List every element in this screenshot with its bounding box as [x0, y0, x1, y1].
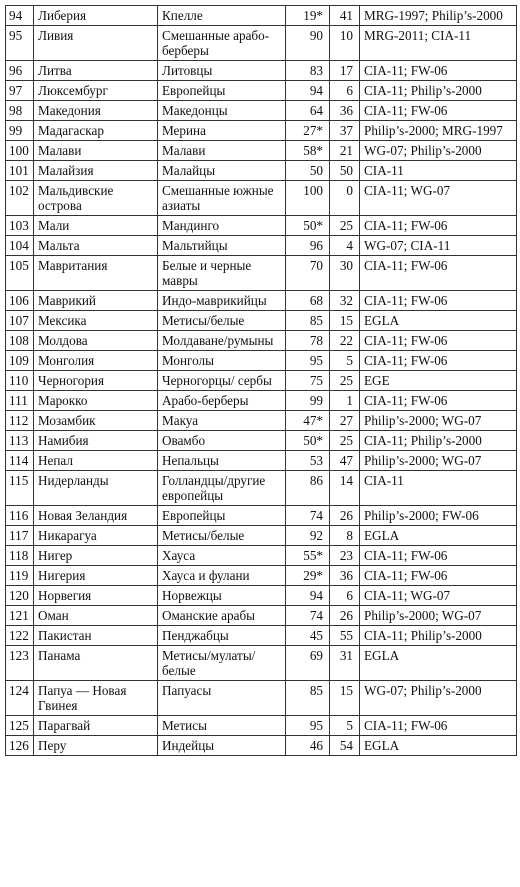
table-row: [6, 391, 517, 411]
ethnic-group: Малави: [158, 141, 286, 161]
table-row: [6, 736, 517, 756]
majority-percent: 29*: [286, 566, 330, 586]
other-percent: 17: [330, 61, 360, 81]
majority-percent: 46: [286, 736, 330, 756]
other-percent: 1: [330, 391, 360, 411]
majority-percent: 27*: [286, 121, 330, 141]
majority-percent: 47*: [286, 411, 330, 431]
sources: EGLA: [360, 646, 517, 681]
country-name: Перу: [34, 736, 158, 756]
row-number: 123: [6, 646, 34, 681]
sources: CIA-11; Philip’s-2000: [360, 81, 517, 101]
country-name: Нидерланды: [34, 471, 158, 506]
row-number: 100: [6, 141, 34, 161]
majority-percent: 92: [286, 526, 330, 546]
majority-percent: 99: [286, 391, 330, 411]
majority-percent: 69: [286, 646, 330, 681]
country-name: Намибия: [34, 431, 158, 451]
sources: EGE: [360, 371, 517, 391]
majority-percent: 85: [286, 681, 330, 716]
other-percent: 25: [330, 216, 360, 236]
country-name: Нигерия: [34, 566, 158, 586]
other-percent: 15: [330, 311, 360, 331]
country-name: Ливия: [34, 26, 158, 61]
sources: CIA-11: [360, 161, 517, 181]
other-percent: 6: [330, 586, 360, 606]
row-number: 106: [6, 291, 34, 311]
table-row: [6, 161, 517, 181]
sources: CIA-11; WG-07: [360, 586, 517, 606]
table-row: [6, 716, 517, 736]
majority-percent: 53: [286, 451, 330, 471]
table-row: [6, 311, 517, 331]
ethnic-group: Хауса и фулани: [158, 566, 286, 586]
ethnic-group: Смешанные арабо-берберы: [158, 26, 286, 61]
ethnic-group: Черногорцы/ сербы: [158, 371, 286, 391]
country-name: Монголия: [34, 351, 158, 371]
majority-percent: 95: [286, 351, 330, 371]
row-number: 101: [6, 161, 34, 181]
row-number: 99: [6, 121, 34, 141]
table-row: [6, 61, 517, 81]
table-row: [6, 411, 517, 431]
majority-percent: 70: [286, 256, 330, 291]
table-row: [6, 681, 517, 716]
sources: CIA-11; FW-06: [360, 716, 517, 736]
sources: MRG-1997; Philip’s-2000: [360, 6, 517, 26]
country-name: Новая Зеландия: [34, 506, 158, 526]
country-name: Мозамбик: [34, 411, 158, 431]
ethnic-group: Метисы/белые: [158, 311, 286, 331]
sources: CIA-11; Philip’s-2000: [360, 626, 517, 646]
sources: CIA-11; WG-07: [360, 181, 517, 216]
majority-percent: 75: [286, 371, 330, 391]
ethnic-group: Белые и черные мавры: [158, 256, 286, 291]
country-name: Мали: [34, 216, 158, 236]
row-number: 125: [6, 716, 34, 736]
other-percent: 14: [330, 471, 360, 506]
ethnic-group: Мерина: [158, 121, 286, 141]
row-number: 98: [6, 101, 34, 121]
other-percent: 32: [330, 291, 360, 311]
other-percent: 8: [330, 526, 360, 546]
table-row: [6, 216, 517, 236]
country-name: Папуа — Новая Гвинея: [34, 681, 158, 716]
row-number: 105: [6, 256, 34, 291]
table-row: [6, 566, 517, 586]
sources: EGLA: [360, 736, 517, 756]
ethnic-group: Метисы: [158, 716, 286, 736]
table-row: [6, 81, 517, 101]
table-row: [6, 181, 517, 216]
ethnic-group: Оманские арабы: [158, 606, 286, 626]
country-name: Пакистан: [34, 626, 158, 646]
row-number: 122: [6, 626, 34, 646]
row-number: 115: [6, 471, 34, 506]
majority-percent: 55*: [286, 546, 330, 566]
row-number: 94: [6, 6, 34, 26]
other-percent: 37: [330, 121, 360, 141]
row-number: 112: [6, 411, 34, 431]
sources: EGLA: [360, 311, 517, 331]
majority-percent: 45: [286, 626, 330, 646]
other-percent: 10: [330, 26, 360, 61]
sources: Philip’s-2000; FW-06: [360, 506, 517, 526]
country-name: Мадагаскар: [34, 121, 158, 141]
majority-percent: 50*: [286, 216, 330, 236]
other-percent: 22: [330, 331, 360, 351]
sources: CIA-11; Philip’s-2000: [360, 431, 517, 451]
country-name: Малави: [34, 141, 158, 161]
other-percent: 5: [330, 716, 360, 736]
majority-percent: 95: [286, 716, 330, 736]
country-name: Люксембург: [34, 81, 158, 101]
ethnic-group: Индо-маврикийцы: [158, 291, 286, 311]
majority-percent: 74: [286, 606, 330, 626]
ethnic-group: Европейцы: [158, 81, 286, 101]
table-row: [6, 471, 517, 506]
ethnic-group: Непальцы: [158, 451, 286, 471]
other-percent: 0: [330, 181, 360, 216]
table-row: [6, 351, 517, 371]
table-row: [6, 101, 517, 121]
ethnic-group: Смешанные южные азиаты: [158, 181, 286, 216]
majority-percent: 85: [286, 311, 330, 331]
country-name: Оман: [34, 606, 158, 626]
other-percent: 6: [330, 81, 360, 101]
ethnic-group: Пенджабцы: [158, 626, 286, 646]
majority-percent: 78: [286, 331, 330, 351]
table-row: [6, 506, 517, 526]
country-name: Парагвай: [34, 716, 158, 736]
country-name: Никарагуа: [34, 526, 158, 546]
other-percent: 5: [330, 351, 360, 371]
sources: EGLA: [360, 526, 517, 546]
country-name: Молдова: [34, 331, 158, 351]
ethnic-group: Норвежцы: [158, 586, 286, 606]
row-number: 118: [6, 546, 34, 566]
ethnic-group: Макуа: [158, 411, 286, 431]
sources: CIA-11; FW-06: [360, 566, 517, 586]
country-name: Маврикий: [34, 291, 158, 311]
row-number: 117: [6, 526, 34, 546]
majority-percent: 50*: [286, 431, 330, 451]
country-name: Марокко: [34, 391, 158, 411]
sources: CIA-11; FW-06: [360, 216, 517, 236]
ethnic-group: Хауса: [158, 546, 286, 566]
sources: Philip’s-2000; MRG-1997: [360, 121, 517, 141]
table-row: [6, 546, 517, 566]
other-percent: 23: [330, 546, 360, 566]
row-number: 108: [6, 331, 34, 351]
ethnic-group: Мандинго: [158, 216, 286, 236]
table-row: [6, 256, 517, 291]
majority-percent: 86: [286, 471, 330, 506]
other-percent: 55: [330, 626, 360, 646]
sources: WG-07; CIA-11: [360, 236, 517, 256]
sources: Philip’s-2000; WG-07: [360, 606, 517, 626]
ethnic-group: Литовцы: [158, 61, 286, 81]
ethnic-groups-table: [5, 5, 517, 756]
country-name: Мавритания: [34, 256, 158, 291]
sources: Philip’s-2000; WG-07: [360, 411, 517, 431]
row-number: 104: [6, 236, 34, 256]
table-row: [6, 586, 517, 606]
other-percent: 26: [330, 606, 360, 626]
country-name: Мексика: [34, 311, 158, 331]
other-percent: 4: [330, 236, 360, 256]
ethnic-group: Папуасы: [158, 681, 286, 716]
row-number: 121: [6, 606, 34, 626]
row-number: 113: [6, 431, 34, 451]
ethnic-group: Индейцы: [158, 736, 286, 756]
row-number: 110: [6, 371, 34, 391]
other-percent: 47: [330, 451, 360, 471]
ethnic-group: Кпелле: [158, 6, 286, 26]
table-row: [6, 371, 517, 391]
majority-percent: 96: [286, 236, 330, 256]
table-body: [6, 6, 517, 756]
other-percent: 36: [330, 566, 360, 586]
country-name: Либерия: [34, 6, 158, 26]
other-percent: 41: [330, 6, 360, 26]
other-percent: 26: [330, 506, 360, 526]
ethnic-group: Малайцы: [158, 161, 286, 181]
table-row: [6, 6, 517, 26]
country-name: Нигер: [34, 546, 158, 566]
other-percent: 54: [330, 736, 360, 756]
row-number: 107: [6, 311, 34, 331]
ethnic-group: Арабо-берберы: [158, 391, 286, 411]
majority-percent: 83: [286, 61, 330, 81]
sources: CIA-11; FW-06: [360, 61, 517, 81]
majority-percent: 94: [286, 81, 330, 101]
row-number: 114: [6, 451, 34, 471]
sources: CIA-11; FW-06: [360, 256, 517, 291]
table-row: [6, 291, 517, 311]
row-number: 103: [6, 216, 34, 236]
ethnic-group: Македонцы: [158, 101, 286, 121]
country-name: Македония: [34, 101, 158, 121]
majority-percent: 94: [286, 586, 330, 606]
sources: MRG-2011; CIA-11: [360, 26, 517, 61]
ethnic-group: Мальтийцы: [158, 236, 286, 256]
other-percent: 25: [330, 371, 360, 391]
ethnic-group: Овамбо: [158, 431, 286, 451]
sources: CIA-11; FW-06: [360, 351, 517, 371]
ethnic-group: Молдаване/румыны: [158, 331, 286, 351]
other-percent: 27: [330, 411, 360, 431]
sources: CIA-11; FW-06: [360, 391, 517, 411]
country-name: Черногория: [34, 371, 158, 391]
country-name: Малайзия: [34, 161, 158, 181]
table-row: [6, 141, 517, 161]
other-percent: 21: [330, 141, 360, 161]
sources: CIA-11; FW-06: [360, 291, 517, 311]
majority-percent: 68: [286, 291, 330, 311]
row-number: 97: [6, 81, 34, 101]
table-row: [6, 451, 517, 471]
ethnic-group: Европейцы: [158, 506, 286, 526]
row-number: 119: [6, 566, 34, 586]
sources: WG-07; Philip’s-2000: [360, 141, 517, 161]
table-row: [6, 526, 517, 546]
country-name: Норвегия: [34, 586, 158, 606]
other-percent: 31: [330, 646, 360, 681]
row-number: 102: [6, 181, 34, 216]
ethnic-group: Монголы: [158, 351, 286, 371]
country-name: Непал: [34, 451, 158, 471]
country-name: Литва: [34, 61, 158, 81]
table-row: [6, 646, 517, 681]
other-percent: 15: [330, 681, 360, 716]
other-percent: 25: [330, 431, 360, 451]
row-number: 120: [6, 586, 34, 606]
country-name: Мальдивские острова: [34, 181, 158, 216]
table-row: [6, 236, 517, 256]
table-row: [6, 121, 517, 141]
majority-percent: 74: [286, 506, 330, 526]
majority-percent: 100: [286, 181, 330, 216]
table-row: [6, 626, 517, 646]
majority-percent: 50: [286, 161, 330, 181]
other-percent: 30: [330, 256, 360, 291]
majority-percent: 19*: [286, 6, 330, 26]
country-name: Мальта: [34, 236, 158, 256]
majority-percent: 90: [286, 26, 330, 61]
ethnic-group: Метисы/мулаты/ белые: [158, 646, 286, 681]
row-number: 124: [6, 681, 34, 716]
sources: CIA-11; FW-06: [360, 546, 517, 566]
row-number: 116: [6, 506, 34, 526]
table-row: [6, 431, 517, 451]
majority-percent: 64: [286, 101, 330, 121]
country-name: Панама: [34, 646, 158, 681]
table-row: [6, 606, 517, 626]
ethnic-group: Голландцы/другие европейцы: [158, 471, 286, 506]
row-number: 95: [6, 26, 34, 61]
sources: CIA-11: [360, 471, 517, 506]
ethnic-group: Метисы/белые: [158, 526, 286, 546]
sources: WG-07; Philip’s-2000: [360, 681, 517, 716]
other-percent: 36: [330, 101, 360, 121]
sources: CIA-11; FW-06: [360, 101, 517, 121]
other-percent: 50: [330, 161, 360, 181]
row-number: 96: [6, 61, 34, 81]
table-row: [6, 331, 517, 351]
sources: Philip’s-2000; WG-07: [360, 451, 517, 471]
row-number: 126: [6, 736, 34, 756]
sources: CIA-11; FW-06: [360, 331, 517, 351]
row-number: 111: [6, 391, 34, 411]
majority-percent: 58*: [286, 141, 330, 161]
table-row: [6, 26, 517, 61]
row-number: 109: [6, 351, 34, 371]
